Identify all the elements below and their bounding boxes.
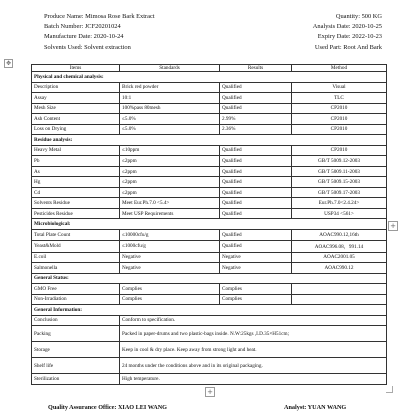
item-cell: Cd: [32, 187, 120, 198]
method-cell: CP2010: [292, 114, 387, 125]
batch-number: Batch Number: JCF20201024: [44, 23, 121, 31]
analysis-table: [31, 64, 387, 385]
column-header-standards: Standards: [120, 65, 220, 72]
result-cell: Qualified: [220, 177, 292, 188]
item-cell: GMO Free: [32, 284, 120, 295]
method-cell: TLC: [292, 93, 387, 104]
section-heading: Residue analysis:: [32, 135, 387, 146]
product-name: Produce Name: Mimosa Rose Bark Extract: [44, 13, 155, 20]
section-heading: Microbiological:: [32, 219, 387, 230]
item-cell: Ash Content: [32, 114, 120, 125]
section-heading: General Status:: [32, 273, 387, 284]
method-cell: GB/T 5009.17-2003: [292, 187, 387, 198]
standard-cell: ≤2ppm: [120, 166, 220, 177]
method-cell: AOAC2001.05: [292, 252, 387, 263]
info-label: Sterilization: [32, 374, 120, 385]
header-right-column: [262, 12, 382, 53]
column-header-results: Results: [220, 65, 292, 72]
result-cell: Qualified: [220, 156, 292, 167]
table-row: [32, 187, 387, 198]
table-resize-handle[interactable]: [386, 386, 393, 393]
standard-cell: Meet Eur.Ph.7.0 <5.4>: [120, 198, 220, 209]
section-heading: General Information:: [32, 305, 387, 316]
item-cell: Mesh Size: [32, 103, 120, 114]
info-value: Conform to specification.: [120, 315, 387, 326]
section-row: [32, 273, 387, 284]
result-cell: Qualified: [220, 240, 292, 252]
item-cell: Hg: [32, 177, 120, 188]
section-row: [32, 135, 387, 146]
result-cell: Qualified: [220, 103, 292, 114]
method-cell: [292, 284, 387, 295]
item-cell: Non-Irradiation: [32, 294, 120, 305]
standard-cell: Negative: [120, 263, 220, 274]
analysis-date: Analysis Date: 2020-10-25: [312, 23, 382, 31]
info-value: Packed in paper-drums and two plastic-bags inside. N.W:25kgs ,I.D.35×H51cm;: [120, 326, 387, 342]
item-cell: Heavy Metal: [32, 145, 120, 156]
standard-cell: Negative: [120, 252, 220, 263]
used-part: Used Part: Root And Bark: [314, 43, 382, 51]
table-row: [32, 166, 387, 177]
method-cell: Visual: [292, 82, 387, 93]
standard-cell: Brick red powder: [120, 82, 220, 93]
column-header-method: Method: [292, 65, 387, 72]
table-row: [32, 114, 387, 125]
section-heading: Physical and chemical analysis:: [32, 72, 387, 83]
table-row: [32, 82, 387, 93]
result-cell: Qualified: [220, 208, 292, 219]
table-row: [32, 294, 387, 305]
result-cell: Qualified: [220, 187, 292, 198]
item-cell: Total Plate Count: [32, 229, 120, 240]
table-row: [32, 284, 387, 295]
table-row: [32, 124, 387, 135]
section-row: [32, 305, 387, 316]
method-cell: CP2010: [292, 145, 387, 156]
info-value: 24 months under the conditions above and in its original packaging.: [120, 358, 387, 374]
method-cell: CP2010: [292, 103, 387, 114]
info-label: Storage: [32, 342, 120, 358]
result-cell: Complies: [220, 294, 292, 305]
expiry-date: Expiry Date: 2022-10-23: [317, 33, 382, 41]
result-cell: Qualified: [220, 166, 292, 177]
section-row: [32, 219, 387, 230]
result-cell: Negative: [220, 263, 292, 274]
method-cell: AOAC990.12,16th: [292, 229, 387, 240]
table-row: [32, 145, 387, 156]
result-cell: Qualified: [220, 93, 292, 104]
standard-cell: ≤2ppm: [120, 187, 220, 198]
item-cell: E.coil: [32, 252, 120, 263]
method-cell: AOAC996.08，991.14: [292, 240, 387, 252]
info-value: High temperature.: [120, 374, 387, 385]
standard-cell: 100%pass 80mesh: [120, 103, 220, 114]
item-cell: Loss on Drying: [32, 124, 120, 135]
standard-cell: ≤10000cfu/g: [120, 229, 220, 240]
result-cell: 2.36%: [220, 124, 292, 135]
document-header: [0, 0, 420, 58]
qa-office-signature: Quality Assurance Office: XIAO LEI WANG: [48, 404, 167, 411]
info-label: Conclusion: [32, 315, 120, 326]
method-cell: GB/T 5009.11-2003: [292, 166, 387, 177]
item-cell: Assay: [32, 93, 120, 104]
info-label: Shelf life: [32, 358, 120, 374]
item-cell: Solvents Residue: [32, 198, 120, 209]
method-cell: USP34 <561>: [292, 208, 387, 219]
result-cell: Complies: [220, 284, 292, 295]
result-cell: Qualified: [220, 82, 292, 93]
standard-cell: Meet USP Requirements: [120, 208, 220, 219]
result-cell: 2.99%: [220, 114, 292, 125]
section-row: [32, 72, 387, 83]
method-cell: Eur.Ph.7.0<2.4.24>: [292, 198, 387, 209]
table-row: [32, 93, 387, 104]
info-row: [32, 374, 387, 385]
info-label: Packing: [32, 326, 120, 342]
table-row: [32, 229, 387, 240]
info-row: [32, 342, 387, 358]
info-row: [32, 326, 387, 342]
column-header-items: Items: [32, 65, 120, 72]
solvents-used: Solvents Used: Solvent extraction: [44, 43, 131, 51]
info-value: Keep in cool & dry place. Keep away from strong light and heat.: [120, 342, 387, 358]
table-header-row: [32, 65, 387, 72]
method-cell: GB/T 5009.15-2003: [292, 177, 387, 188]
standard-cell: Complies: [120, 294, 220, 305]
table-move-handle-icon[interactable]: ✥: [5, 60, 12, 67]
item-cell: Yeast&Mold: [32, 240, 120, 252]
add-column-plus-icon[interactable]: +: [388, 221, 398, 231]
standard-cell: ≤1000cfu/g: [120, 240, 220, 252]
result-cell: Qualified: [220, 198, 292, 209]
info-row: [32, 358, 387, 374]
header-left-column: [44, 12, 155, 53]
standard-cell: Complies: [120, 284, 220, 295]
item-cell: Pesticides Residue: [32, 208, 120, 219]
item-cell: Description: [32, 82, 120, 93]
method-cell: GB/T 5009.12-2003: [292, 156, 387, 167]
result-cell: Qualified: [220, 229, 292, 240]
result-cell: Qualified: [220, 145, 292, 156]
table-row: [32, 252, 387, 263]
item-cell: Salmonella: [32, 263, 120, 274]
standard-cell: ≤10ppm: [120, 145, 220, 156]
table-row: [32, 156, 387, 167]
info-row: [32, 315, 387, 326]
table-row: [32, 240, 387, 252]
result-cell: Negative: [220, 252, 292, 263]
method-cell: CP2010: [292, 124, 387, 135]
standard-cell: ≤2ppm: [120, 177, 220, 188]
standard-cell: ≤5.0%: [120, 114, 220, 125]
table-row: [32, 208, 387, 219]
table-row: [32, 103, 387, 114]
manufacture-date: Manufacture Date: 2020-10-24: [44, 33, 124, 41]
table-row: [32, 198, 387, 209]
analyst-signature: Analyst: YUAN WANG: [284, 404, 347, 411]
standard-cell: ≤5.0%: [120, 124, 220, 135]
standard-cell: 10:1: [120, 93, 220, 104]
quantity: Quantity: 500 KG: [335, 13, 382, 20]
standard-cell: ≤2ppm: [120, 156, 220, 167]
table-row: [32, 177, 387, 188]
add-row-plus-icon[interactable]: +: [205, 387, 215, 397]
item-cell: As: [32, 166, 120, 177]
table-row: [32, 263, 387, 274]
item-cell: Pb: [32, 156, 120, 167]
method-cell: AOAC990.12: [292, 263, 387, 274]
method-cell: [292, 294, 387, 305]
